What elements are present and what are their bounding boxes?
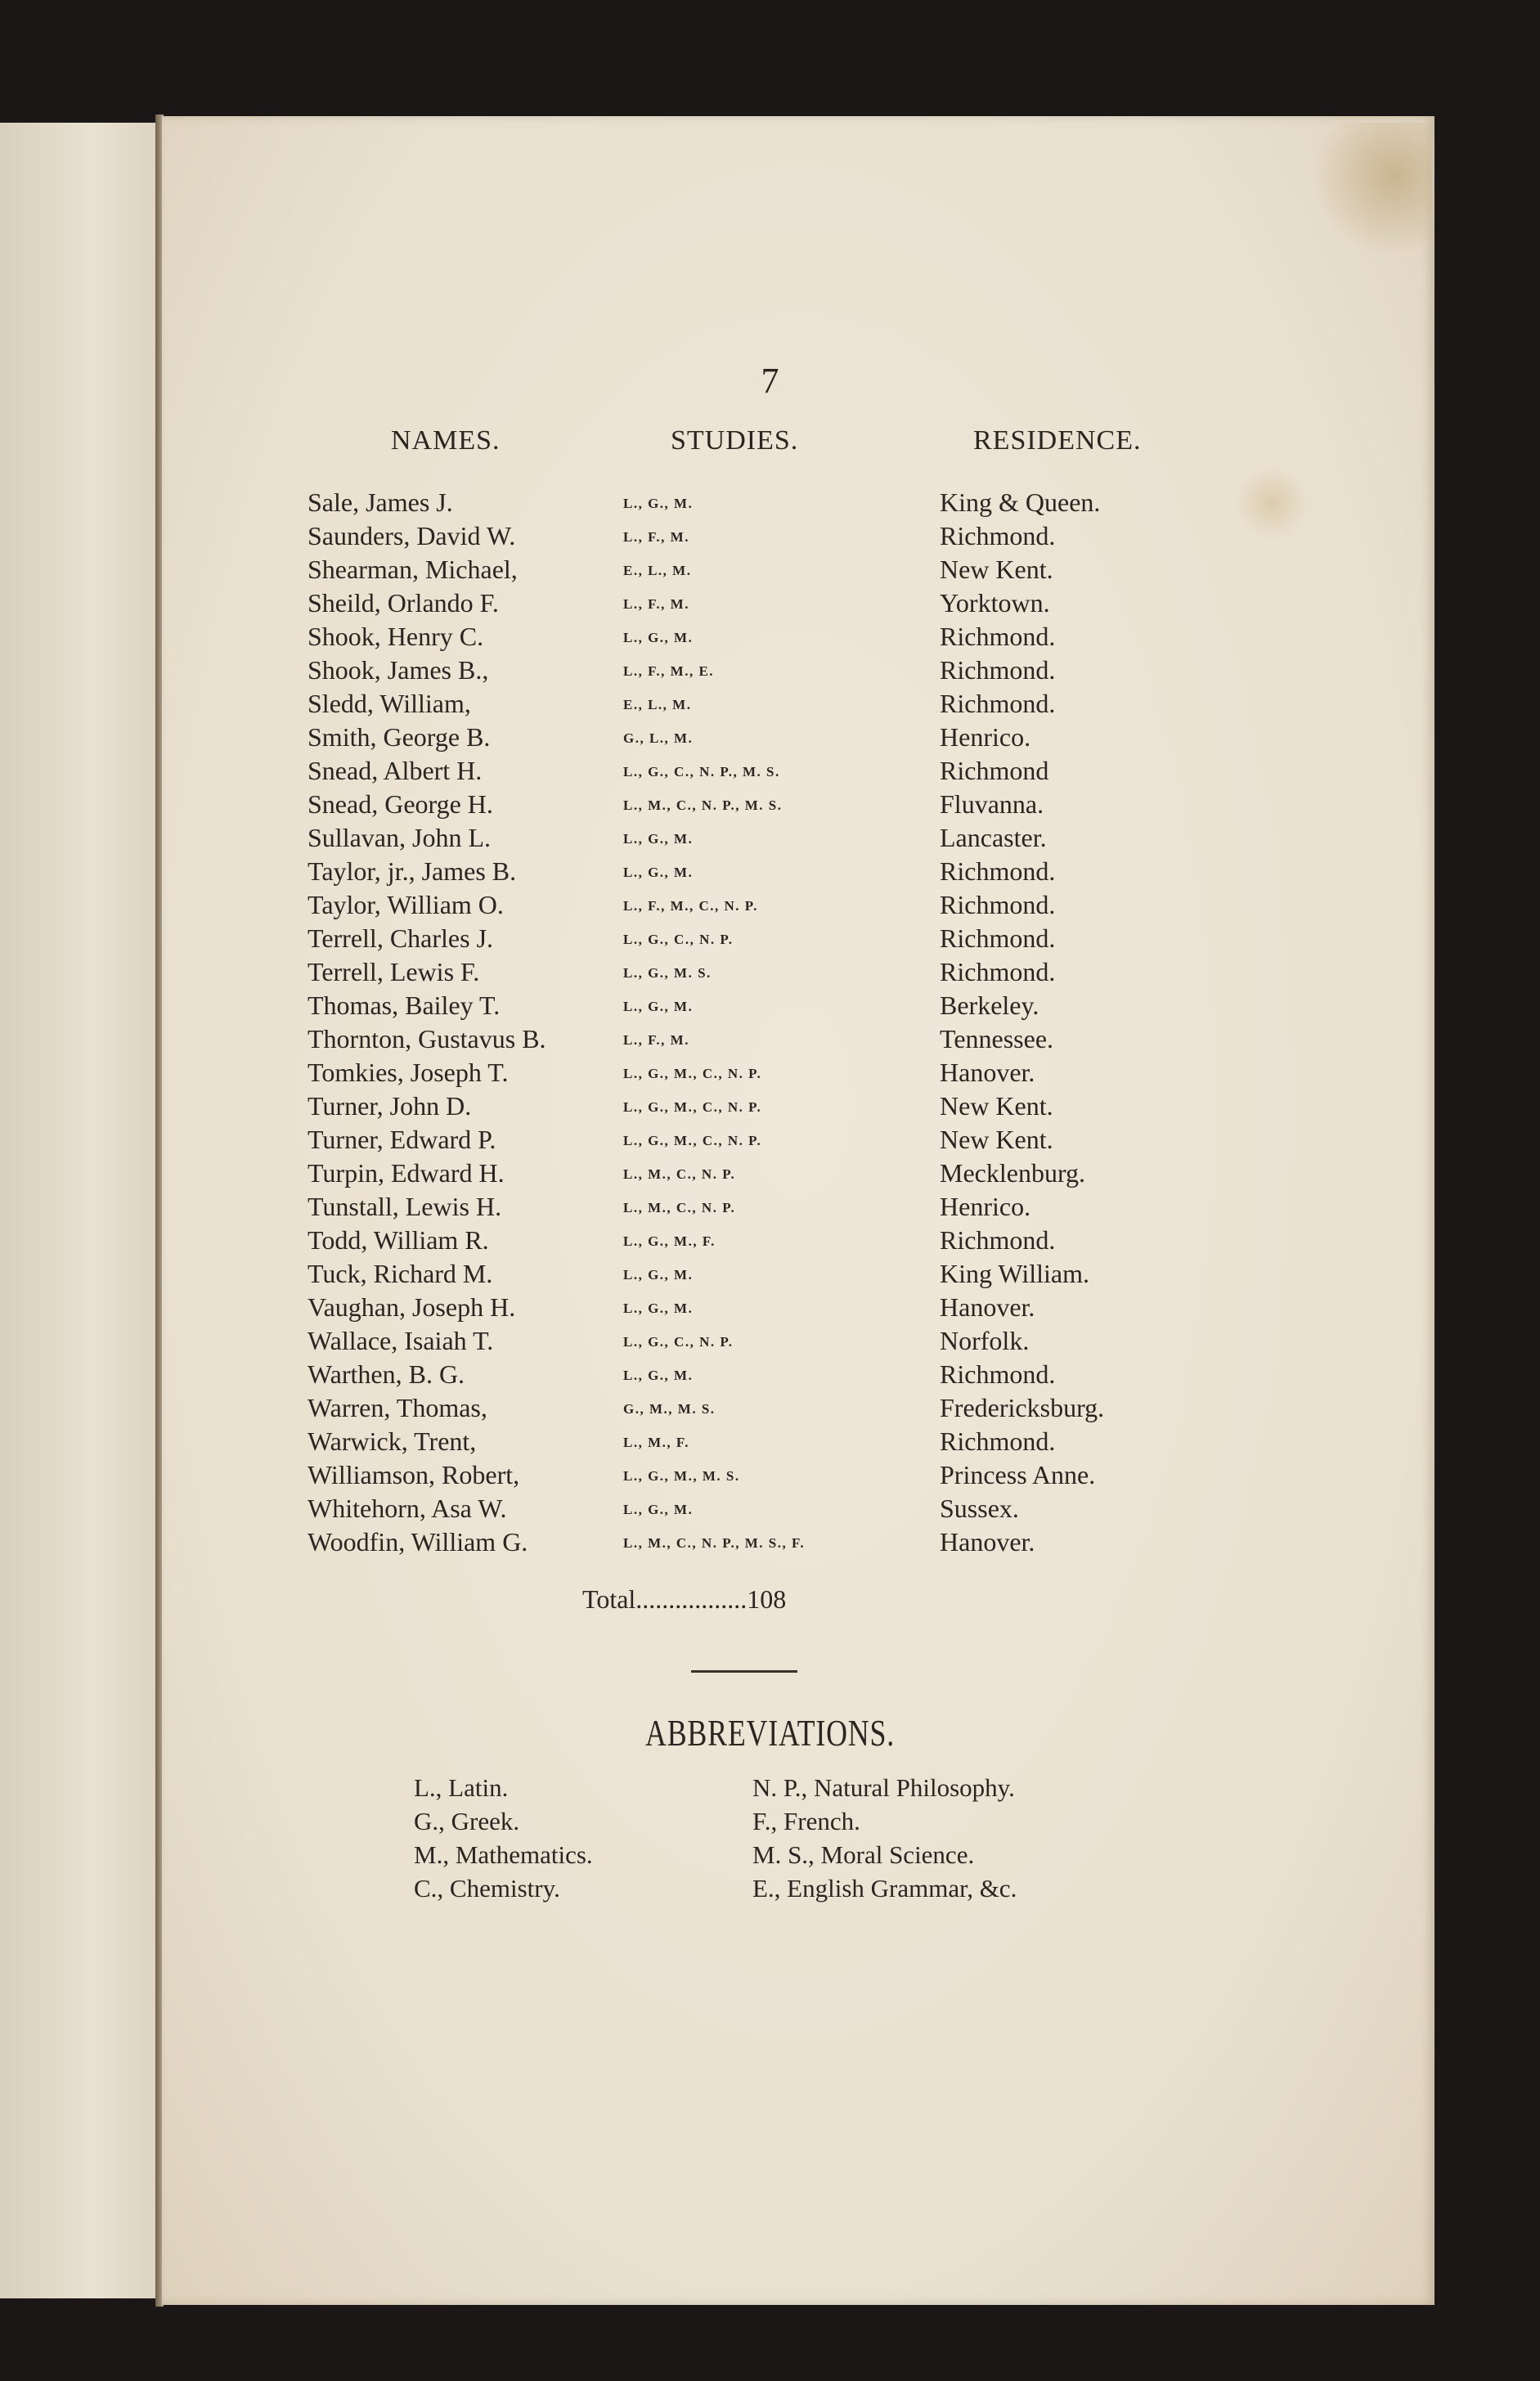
abbreviation-item: N. P., Natural Philosophy. <box>752 1773 1015 1802</box>
table-row <box>0 957 1540 991</box>
student-name: Taylor, jr., James B. <box>308 856 517 886</box>
student-name: Saunders, David W. <box>308 521 516 550</box>
student-residence: King William. <box>940 1259 1089 1288</box>
corner-stain <box>1309 123 1431 254</box>
student-residence: Richmond. <box>940 1225 1056 1255</box>
student-name: Sullavan, John L. <box>308 823 491 852</box>
abbreviation-item: M. S., Moral Science. <box>752 1840 975 1869</box>
table-row <box>0 1192 1540 1225</box>
table-row <box>0 991 1540 1024</box>
student-residence: Berkeley. <box>940 991 1039 1020</box>
table-row <box>0 923 1540 957</box>
student-studies: L., F., M. <box>623 529 689 545</box>
table-row <box>0 622 1540 655</box>
student-residence: Henrico. <box>940 1192 1031 1221</box>
student-studies: L., G., M. <box>623 1368 694 1383</box>
student-residence: Mecklenburg. <box>940 1158 1086 1188</box>
table-row <box>0 890 1540 923</box>
student-residence: Fredericksburg. <box>940 1393 1105 1422</box>
student-residence: Lancaster. <box>940 823 1047 852</box>
student-studies: L., G., M. <box>623 1301 694 1316</box>
student-studies: E., L., M. <box>623 563 692 578</box>
table-row <box>0 521 1540 555</box>
student-studies: G., L., M. <box>623 730 694 746</box>
student-name: Sale, James J. <box>308 487 453 517</box>
student-name: Thornton, Gustavus B. <box>308 1024 546 1053</box>
column-header-studies: STUDIES. <box>671 425 799 456</box>
student-name: Shook, James B., <box>308 655 489 685</box>
student-studies: L., G., M. <box>623 630 694 645</box>
table-row <box>0 555 1540 588</box>
student-studies: L., F., M., E. <box>623 663 715 679</box>
student-name: Tunstall, Lewis H. <box>308 1192 502 1221</box>
student-studies: L., M., C., N. P., M. S. <box>623 797 783 813</box>
table-row <box>0 1158 1540 1192</box>
table-row <box>0 756 1540 789</box>
student-studies: L., G., M., M. S. <box>623 1468 740 1484</box>
student-name: Tuck, Richard M. <box>308 1259 493 1288</box>
table-row <box>0 1292 1540 1326</box>
table-row <box>0 823 1540 856</box>
student-residence: Yorktown. <box>940 588 1050 618</box>
student-name: Turner, John D. <box>308 1091 472 1121</box>
student-residence: Fluvanna. <box>940 789 1044 819</box>
table-row <box>0 856 1540 890</box>
student-residence: Richmond. <box>940 957 1056 986</box>
abbreviations-title: ABBREVIATIONS. <box>645 1712 895 1754</box>
abbreviation-item: L., Latin. <box>414 1773 509 1802</box>
abbreviation-item: F., French. <box>752 1807 860 1835</box>
student-residence: Richmond <box>940 756 1049 785</box>
student-studies: L., F., M. <box>623 596 689 612</box>
student-residence: New Kent. <box>940 1091 1053 1121</box>
student-name: Whitehorn, Asa W. <box>308 1494 507 1523</box>
student-name: Terrell, Charles J. <box>308 923 494 953</box>
student-studies: L., G., C., N. P. <box>623 1334 734 1350</box>
student-studies: L., G., M., C., N. P. <box>623 1099 762 1115</box>
column-header-names: NAMES. <box>391 425 501 456</box>
abbreviation-item: E., English Grammar, &c. <box>752 1874 1017 1903</box>
table-row <box>0 1359 1540 1393</box>
student-studies: L., G., M. <box>623 496 694 511</box>
table-row <box>0 1460 1540 1494</box>
student-residence: Richmond. <box>940 923 1056 953</box>
student-residence: Richmond. <box>940 1426 1056 1456</box>
student-name: Turner, Edward P. <box>308 1125 496 1154</box>
student-name: Thomas, Bailey T. <box>308 991 501 1020</box>
student-residence: Henrico. <box>940 722 1031 752</box>
student-name: Smith, George B. <box>308 722 491 752</box>
student-studies: L., G., M. <box>623 999 694 1014</box>
student-residence: Tennessee. <box>940 1024 1054 1053</box>
section-divider <box>691 1670 797 1673</box>
abbreviation-item: G., Greek. <box>414 1807 520 1835</box>
student-name: Woodfin, William G. <box>308 1527 528 1557</box>
student-residence: Richmond. <box>940 655 1056 685</box>
student-name: Warthen, B. G. <box>308 1359 465 1389</box>
table-row <box>0 789 1540 823</box>
student-studies: L., G., M. <box>623 1267 694 1283</box>
table-row <box>0 689 1540 722</box>
student-studies: L., G., M., C., N. P. <box>623 1133 762 1148</box>
student-name: Snead, Albert H. <box>308 756 483 785</box>
student-studies: L., M., C., N. P., M. S., F. <box>623 1535 806 1551</box>
student-name: Taylor, William O. <box>308 890 504 919</box>
student-studies: L., G., M. <box>623 865 694 880</box>
student-residence: Richmond. <box>940 890 1056 919</box>
abbreviation-item: C., Chemistry. <box>414 1874 560 1903</box>
student-name: Terrell, Lewis F. <box>308 957 480 986</box>
student-name: Sledd, William, <box>308 689 471 718</box>
student-name: Warwick, Trent, <box>308 1426 477 1456</box>
student-residence: Richmond. <box>940 856 1056 886</box>
table-row <box>0 1393 1540 1426</box>
student-residence: Richmond. <box>940 622 1056 651</box>
student-residence: Hanover. <box>940 1527 1035 1557</box>
table-row <box>0 1494 1540 1527</box>
student-name: Williamson, Robert, <box>308 1460 520 1489</box>
student-name: Shook, Henry C. <box>308 622 484 651</box>
student-studies: L., G., M., F. <box>623 1233 716 1249</box>
student-studies: L., M., C., N. P. <box>623 1166 736 1182</box>
student-residence: Richmond. <box>940 521 1056 550</box>
table-row <box>0 1225 1540 1259</box>
table-row <box>0 1125 1540 1158</box>
total-count: Total.................108 <box>582 1584 787 1614</box>
student-studies: L., F., M., C., N. P. <box>623 898 758 914</box>
student-residence: New Kent. <box>940 1125 1053 1154</box>
student-studies: L., G., C., N. P., M. S. <box>623 764 780 779</box>
student-name: Sheild, Orlando F. <box>308 588 499 618</box>
table-row <box>0 1527 1540 1561</box>
student-residence: New Kent. <box>940 555 1053 584</box>
student-name: Snead, George H. <box>308 789 493 819</box>
student-studies: L., M., F. <box>623 1435 689 1450</box>
table-row <box>0 1426 1540 1460</box>
student-studies: L., G., M. S. <box>623 965 712 981</box>
student-residence: Norfolk. <box>940 1326 1030 1355</box>
table-row <box>0 487 1540 521</box>
table-row <box>0 1326 1540 1359</box>
student-studies: L., G., M. <box>623 1502 694 1517</box>
student-name: Warren, Thomas, <box>308 1393 487 1422</box>
student-name: Vaughan, Joseph H. <box>308 1292 516 1322</box>
student-name: Todd, William R. <box>308 1225 489 1255</box>
student-residence: Princess Anne. <box>940 1460 1096 1489</box>
table-row <box>0 1091 1540 1125</box>
page-number: 7 <box>761 361 779 401</box>
table-row <box>0 1058 1540 1091</box>
student-residence: Richmond. <box>940 689 1056 718</box>
student-name: Turpin, Edward H. <box>308 1158 505 1188</box>
student-studies: L., M., C., N. P. <box>623 1200 736 1215</box>
student-studies: E., L., M. <box>623 697 692 712</box>
student-name: Wallace, Isaiah T. <box>308 1326 494 1355</box>
table-row <box>0 1024 1540 1058</box>
student-name: Tomkies, Joseph T. <box>308 1058 509 1087</box>
student-studies: L., F., M. <box>623 1032 689 1048</box>
student-studies: L., G., M., C., N. P. <box>623 1066 762 1081</box>
table-row <box>0 655 1540 689</box>
student-list <box>0 487 1540 1561</box>
student-studies: G., M., M. S. <box>623 1401 716 1417</box>
student-residence: Sussex. <box>940 1494 1019 1523</box>
table-row <box>0 722 1540 756</box>
student-studies: L., G., C., N. P. <box>623 932 734 947</box>
student-residence: Richmond. <box>940 1359 1056 1389</box>
student-residence: Hanover. <box>940 1292 1035 1322</box>
abbreviation-item: M., Mathematics. <box>414 1840 593 1869</box>
student-residence: King & Queen. <box>940 487 1101 517</box>
column-header-residence: RESIDENCE. <box>973 425 1142 456</box>
table-row <box>0 1259 1540 1292</box>
student-residence: Hanover. <box>940 1058 1035 1087</box>
student-name: Shearman, Michael, <box>308 555 518 584</box>
table-row <box>0 588 1540 622</box>
student-studies: L., G., M. <box>623 831 694 847</box>
